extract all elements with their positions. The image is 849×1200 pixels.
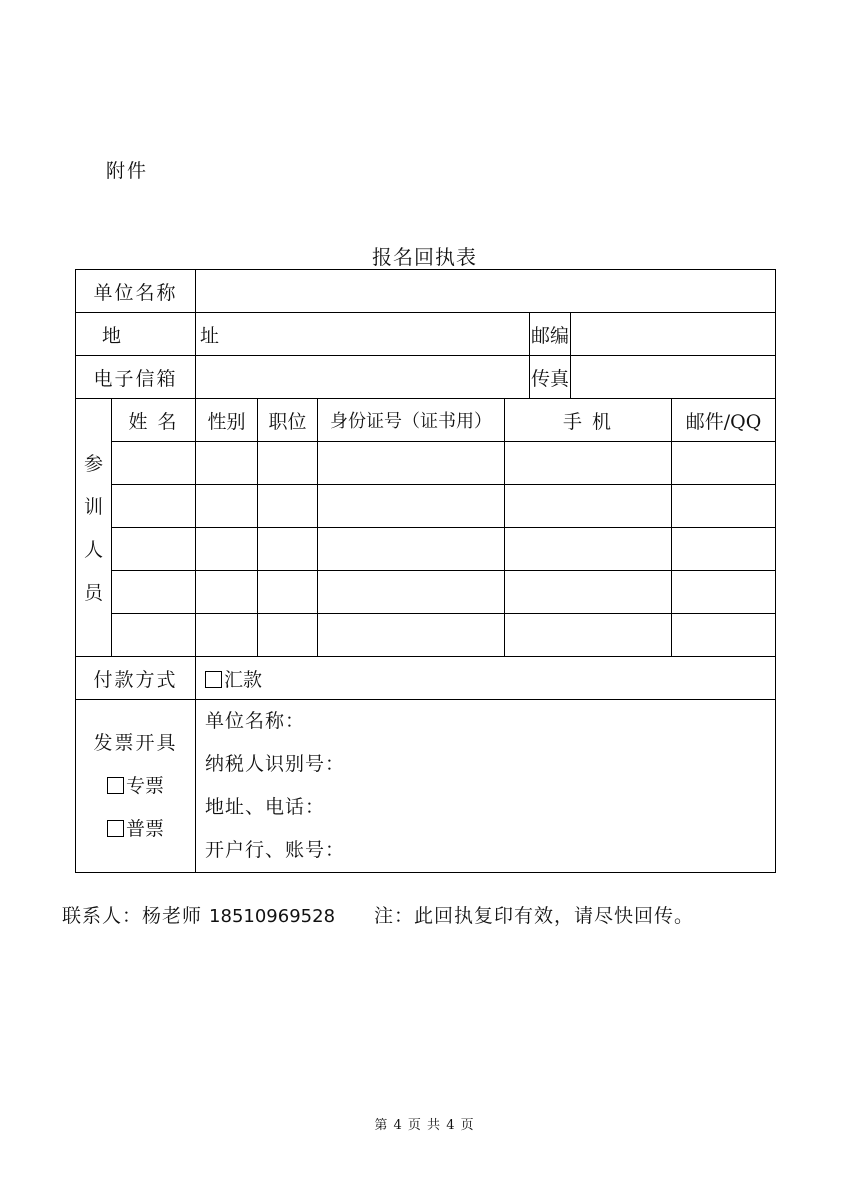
participant-id-cell[interactable] — [318, 571, 505, 614]
participant-row — [76, 614, 776, 657]
payment-label: 付款方式 — [76, 657, 196, 700]
fax-field[interactable] — [571, 356, 776, 399]
participant-position-cell[interactable] — [258, 571, 318, 614]
participant-row — [76, 442, 776, 485]
copy-valid-note: 注：此回执复印有效，请尽快回传。 — [374, 905, 695, 927]
participant-mobile-cell[interactable] — [505, 571, 672, 614]
email-field[interactable] — [196, 356, 530, 399]
invoice-company-field: 单位名称： — [205, 710, 306, 732]
participant-name-cell[interactable] — [112, 571, 196, 614]
payment-row — [76, 657, 776, 700]
participant-gender-cell[interactable] — [196, 528, 258, 571]
zip-field[interactable] — [571, 313, 776, 356]
header-name: 姓 名 — [112, 399, 196, 442]
header-mobile: 手 机 — [505, 399, 672, 442]
address-label: 地 址 — [76, 313, 196, 356]
participant-row — [76, 485, 776, 528]
special-invoice-option[interactable] — [76, 765, 195, 808]
email-row — [76, 356, 776, 399]
zip-label: 邮编 — [530, 313, 571, 356]
invoice-bank-account-field: 开户行、账号： — [205, 839, 346, 861]
participant-email-cell[interactable] — [672, 485, 776, 528]
regular-invoice-label: 普票 — [126, 817, 165, 840]
invoice-type-cell — [76, 700, 196, 873]
remittance-checkbox[interactable] — [205, 671, 222, 688]
participant-gender-cell[interactable] — [196, 614, 258, 657]
company-row — [76, 270, 776, 313]
contact-info — [62, 901, 335, 928]
participant-mobile-cell[interactable] — [505, 442, 672, 485]
participant-mobile-cell[interactable] — [505, 485, 672, 528]
participant-position-cell[interactable] — [258, 614, 318, 657]
participant-id-cell[interactable] — [318, 442, 505, 485]
invoice-label: 发票开具 — [93, 731, 178, 754]
company-name-label: 单位名称 — [76, 270, 196, 313]
participant-name-cell[interactable] — [112, 485, 196, 528]
participant-name-cell[interactable] — [112, 528, 196, 571]
participant-id-cell[interactable] — [318, 528, 505, 571]
side-char: 参 — [83, 453, 103, 475]
contact-phone: 18510969528 — [209, 906, 336, 927]
invoice-details-cell[interactable] — [196, 700, 776, 873]
side-char: 人 — [83, 539, 103, 561]
participants-side-label — [76, 399, 112, 657]
participant-gender-cell[interactable] — [196, 485, 258, 528]
participant-email-cell[interactable] — [672, 442, 776, 485]
email-label: 电子信箱 — [76, 356, 196, 399]
fax-label: 传真 — [530, 356, 571, 399]
participant-email-cell[interactable] — [672, 528, 776, 571]
participant-id-cell[interactable] — [318, 614, 505, 657]
participant-position-cell[interactable] — [258, 485, 318, 528]
invoice-tax-id-field: 纳税人识别号： — [205, 753, 346, 775]
payment-option[interactable] — [196, 657, 776, 700]
address-row — [76, 313, 776, 356]
invoice-address-phone-field: 地址、电话： — [205, 796, 326, 818]
regular-invoice-checkbox[interactable] — [107, 820, 124, 837]
registration-form-table — [75, 269, 776, 873]
company-name-field[interactable] — [196, 270, 776, 313]
participant-mobile-cell[interactable] — [505, 528, 672, 571]
attachment-label: 附件 — [106, 160, 149, 182]
invoice-row — [76, 700, 776, 873]
form-title: 报名回执表 — [372, 245, 477, 269]
side-char: 员 — [83, 582, 103, 604]
special-invoice-checkbox[interactable] — [107, 777, 124, 794]
participant-row — [76, 571, 776, 614]
side-char: 训 — [83, 496, 103, 518]
page-footer: 第 4 页 共 4 页 — [374, 1118, 475, 1133]
special-invoice-label: 专票 — [126, 774, 165, 797]
participant-mobile-cell[interactable] — [505, 614, 672, 657]
contact-person: 联系人：杨老师 — [62, 905, 210, 927]
participant-gender-cell[interactable] — [196, 571, 258, 614]
participant-name-cell[interactable] — [112, 614, 196, 657]
participant-id-cell[interactable] — [318, 485, 505, 528]
header-position: 职位 — [258, 399, 318, 442]
regular-invoice-option[interactable] — [76, 808, 195, 851]
participant-position-cell[interactable] — [258, 528, 318, 571]
participant-position-cell[interactable] — [258, 442, 318, 485]
participants-header-row — [76, 399, 776, 442]
participant-email-cell[interactable] — [672, 614, 776, 657]
participant-name-cell[interactable] — [112, 442, 196, 485]
participant-email-cell[interactable] — [672, 571, 776, 614]
remittance-label: 汇款 — [224, 668, 263, 691]
participant-gender-cell[interactable] — [196, 442, 258, 485]
header-id-number: 身份证号（证书用） — [318, 399, 505, 442]
header-email-qq: 邮件/QQ — [672, 399, 776, 442]
header-gender: 性别 — [196, 399, 258, 442]
participant-row — [76, 528, 776, 571]
